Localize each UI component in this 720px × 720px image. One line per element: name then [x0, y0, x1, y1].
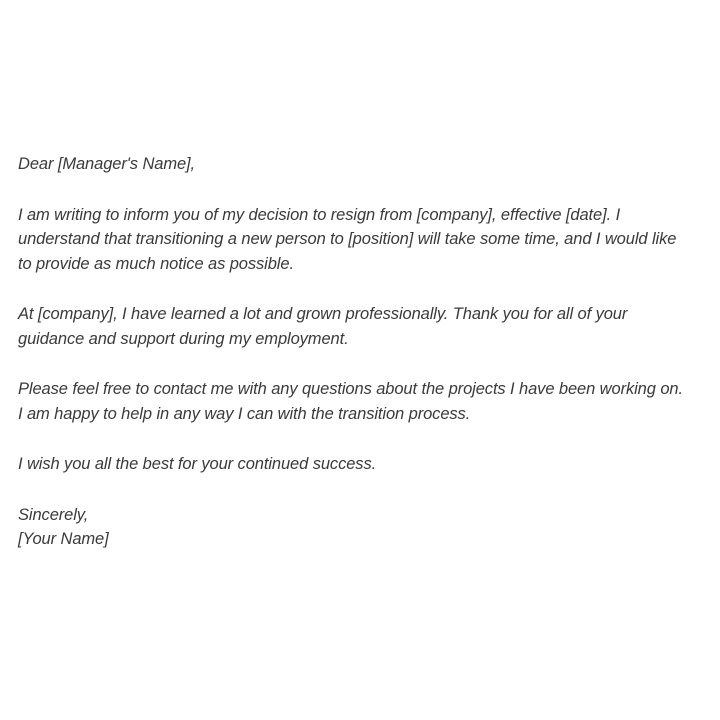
salutation: [18, 152, 708, 177]
signature-text: [Your Name]: [18, 530, 109, 548]
paragraph-gratitude: [18, 302, 708, 351]
paragraph-wishes: [18, 452, 708, 477]
paragraph-line: I am happy to help in any way I can with the transition process.: [18, 404, 471, 423]
paragraph-line: At [company], I have learned a lot and grown professionally. Thank you for all of your: [18, 305, 628, 323]
paragraph-line: understand that transitioning a new person to [position] will take some time, and I would like: [18, 230, 677, 248]
paragraph-intent: [18, 203, 708, 277]
paragraph-line: to provide as much notice as possible.: [18, 254, 294, 273]
salutation-text: Dear [Manager's Name],: [18, 155, 196, 173]
paragraph-line: guidance and support during my employment.: [18, 329, 349, 348]
paragraph-line: I am writing to inform you of my decision to resign from [company], effective [date]. I: [18, 205, 621, 224]
resignation-letter: [18, 152, 708, 578]
closing-block: [18, 503, 708, 552]
paragraph-line: I wish you all the best for your continued success.: [18, 455, 377, 473]
closing-text: Sincerely,: [18, 505, 89, 524]
paragraph-transition: [18, 377, 708, 426]
paragraph-line: Please feel free to contact me with any questions about the projects I have been working on.: [18, 380, 683, 398]
